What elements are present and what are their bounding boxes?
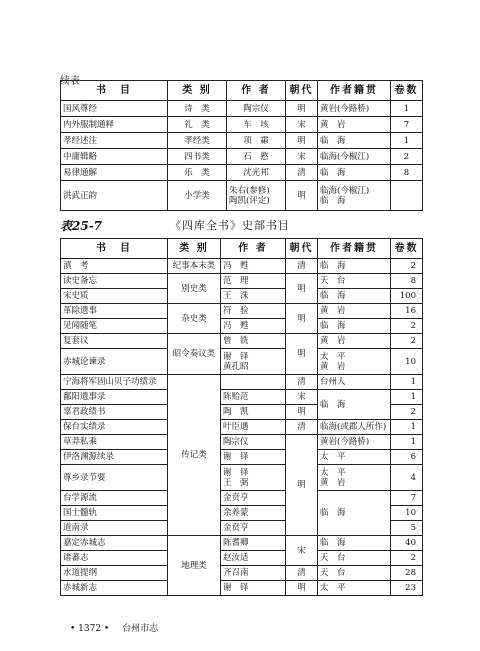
table-title	[60, 217, 422, 234]
page-footer	[70, 621, 168, 634]
cell-dynasty: 明	[286, 304, 318, 334]
cell-origin: 黄 岩	[318, 334, 391, 349]
cell-title: 嘉定赤城志	[61, 536, 168, 551]
cell-title: 革除遗事	[61, 304, 168, 319]
cell-volumes: 1	[391, 375, 423, 390]
cell-title: 国士髓轨	[61, 506, 168, 521]
cell-volumes: 2	[391, 259, 423, 274]
cell-volumes: 1	[391, 101, 423, 117]
header-title: 书 目	[61, 81, 168, 101]
cell-dynasty: 宋	[286, 390, 318, 405]
cell-volumes: 23	[391, 581, 423, 596]
cell-category: 昭令奏议类	[168, 334, 221, 375]
cell-author: 朱右(参修) 陶凯(评定)	[227, 181, 286, 211]
cell-volumes: 8	[391, 165, 423, 181]
cell-volumes: 40	[391, 536, 423, 551]
table-row	[61, 149, 423, 165]
table-row	[61, 101, 423, 117]
cell-category: 纪事本末类	[168, 259, 221, 274]
table-row	[61, 304, 423, 319]
cell-volumes: 2	[391, 319, 423, 334]
table-row	[61, 259, 423, 274]
header-author: 作 者	[227, 81, 286, 101]
continued-table	[60, 80, 423, 211]
cell-author: 谢 铎 王 弼	[221, 465, 286, 491]
table-row	[61, 551, 423, 566]
cell-title: 宁海将军固山贝子功绩录	[61, 375, 168, 390]
cell-author: 范 理	[221, 274, 286, 289]
cell-origin: 临 海	[318, 133, 391, 149]
cell-title: 道南录	[61, 521, 168, 536]
header-category: 类 别	[168, 81, 227, 101]
cell-author: 车 垓	[227, 117, 286, 133]
cell-volumes: 100	[391, 289, 423, 304]
cell-author: 金贲亨	[221, 521, 286, 536]
table-row	[61, 349, 423, 375]
cell-title: 保台实绩录	[61, 420, 168, 435]
cell-category: 别史类	[168, 274, 221, 304]
cell-author: 齐召南	[221, 566, 286, 581]
cell-origin: 临海(今椒江)	[318, 149, 391, 165]
cell-title: 鄱阳遗事录	[61, 390, 168, 405]
cell-category: 孝经类	[168, 133, 227, 149]
table-row	[61, 375, 423, 390]
table-row	[61, 319, 423, 334]
cell-dynasty: 明	[286, 274, 318, 304]
cell-origin: 临 海	[318, 165, 391, 181]
cell-title: 诸蕃志	[61, 551, 168, 566]
cell-dynasty: 清	[286, 375, 318, 390]
cell-author: 符 验	[221, 304, 286, 319]
cell-origin: 太 平 黄 岩	[318, 465, 391, 491]
cell-author: 曾 铣	[221, 334, 286, 349]
cell-origin: 天 台	[318, 551, 391, 566]
cell-dynasty: 明	[286, 581, 318, 596]
cell-title: 易律通解	[61, 165, 168, 181]
cell-title: 赤城论谏录	[61, 349, 168, 375]
cell-title: 滇 考	[61, 259, 168, 274]
cell-author	[221, 375, 286, 390]
table-row	[61, 274, 423, 289]
cell-author: 谢 铎	[221, 450, 286, 465]
cell-title: 国风尊经	[61, 101, 168, 117]
table-row	[61, 536, 423, 551]
cell-origin: 黄岩(今路桥)	[318, 435, 391, 450]
cell-title: 辜君政绩书	[61, 405, 168, 420]
cell-origin: 临 海	[318, 390, 391, 420]
table-row	[61, 566, 423, 581]
cell-volumes: 1	[391, 133, 423, 149]
cell-origin: 临 海	[318, 289, 391, 304]
page-number: • 1372 •	[70, 624, 110, 634]
cell-author: 陈耆卿	[221, 536, 286, 551]
cell-volumes: 8	[391, 274, 423, 289]
cell-origin: 天 台	[318, 274, 391, 289]
table-row	[61, 450, 423, 465]
cell-title: 赤城新志	[61, 581, 168, 596]
cell-origin: 黄 岩	[318, 304, 391, 319]
cell-author: 陶 凯	[221, 405, 286, 420]
header-dynasty: 朝代	[286, 81, 318, 101]
cell-title: 草莽私乘	[61, 435, 168, 450]
cell-title: 读史备忘	[61, 274, 168, 289]
table-row	[61, 581, 423, 596]
cell-volumes: 2	[391, 551, 423, 566]
table-row	[61, 133, 423, 149]
cell-origin: 台州人	[318, 375, 391, 390]
cell-volumes: 1	[391, 390, 423, 405]
table-header-row	[61, 239, 423, 259]
cell-origin: 天 台	[318, 566, 391, 581]
cell-volumes: 7	[391, 117, 423, 133]
cell-title: 伊洛渊源续录	[61, 450, 168, 465]
header-dynasty: 朝代	[286, 239, 318, 259]
cell-volumes: 2	[391, 149, 423, 165]
cell-title: 孝经述注	[61, 133, 168, 149]
cell-category: 地理类	[168, 536, 221, 596]
cell-origin: 太 平	[318, 581, 391, 596]
cell-author: 冯 甦	[221, 259, 286, 274]
cell-author: 冯 甦	[221, 319, 286, 334]
cell-dynasty: 明	[286, 435, 318, 536]
cell-volumes: 16	[391, 304, 423, 319]
cell-volumes: 10	[391, 506, 423, 521]
cell-author: 谢 铎 黄孔昭	[221, 349, 286, 375]
header-origin: 作者籍贯	[318, 81, 391, 101]
table-name: 《四库全书》史部书目	[170, 219, 290, 232]
cell-author: 余养蒙	[221, 506, 286, 521]
table-number: 表25-7	[60, 219, 103, 233]
table-row	[61, 435, 423, 450]
table-row	[61, 491, 423, 506]
table-header-row	[61, 81, 423, 101]
cell-dynasty: 清	[286, 259, 318, 274]
cell-volumes: 10	[391, 349, 423, 375]
cell-dynasty: 宋	[286, 536, 318, 566]
cell-category: 传记类	[168, 375, 221, 536]
cell-volumes: 2	[391, 334, 423, 349]
cell-author: 陈贻范	[221, 390, 286, 405]
cell-author: 王 洙	[221, 289, 286, 304]
header-volumes: 卷数	[391, 81, 423, 101]
header-title: 书 目	[61, 239, 168, 259]
cell-author: 陶宗仪	[227, 101, 286, 117]
cell-volumes: 5	[391, 521, 423, 536]
table-row	[61, 390, 423, 405]
cell-author: 项 霦	[227, 133, 286, 149]
cell-title: 宋史质	[61, 289, 168, 304]
cell-origin: 临 海	[318, 319, 391, 334]
header-volumes: 卷数	[391, 239, 423, 259]
cell-author: 沈光邦	[227, 165, 286, 181]
cell-title: 尊乡录节要	[61, 465, 168, 491]
cell-dynasty: 明	[286, 133, 318, 149]
table-row	[61, 181, 423, 211]
cell-dynasty: 清	[286, 165, 318, 181]
header-origin: 作者籍贯	[318, 239, 391, 259]
cell-volumes: 28	[391, 566, 423, 581]
cell-title: 复套议	[61, 334, 168, 349]
history-books-table	[60, 238, 423, 596]
cell-dynasty: 明	[286, 334, 318, 375]
table-row	[61, 334, 423, 349]
cell-category: 乐 类	[168, 165, 227, 181]
cell-category: 杂史类	[168, 304, 221, 334]
table-row	[61, 289, 423, 304]
cell-category: 四书类	[168, 149, 227, 165]
cell-title: 中庸辑略	[61, 149, 168, 165]
cell-dynasty: 清	[286, 566, 318, 581]
cell-dynasty: 宋	[286, 149, 318, 165]
table-row	[61, 165, 423, 181]
cell-origin: 临 海	[318, 536, 391, 551]
cell-volumes: 7	[391, 491, 423, 506]
cell-origin: 太 平 黄 岩	[318, 349, 391, 375]
continued-label: 续表	[60, 76, 80, 87]
cell-volumes: 2	[391, 405, 423, 420]
table-row	[61, 117, 423, 133]
cell-category: 诗 类	[168, 101, 227, 117]
table-row	[61, 420, 423, 435]
header-category: 类 别	[168, 239, 221, 259]
cell-volumes: 4	[391, 465, 423, 491]
cell-title: 水道提纲	[61, 566, 168, 581]
cell-origin: 临海(或郡人所作)	[318, 420, 391, 435]
cell-dynasty: 清	[286, 420, 318, 435]
cell-dynasty: 宋	[286, 117, 318, 133]
cell-author: 石 憝	[227, 149, 286, 165]
cell-title: 见闻随笔	[61, 319, 168, 334]
cell-origin: 太 平	[318, 450, 391, 465]
cell-origin: 临 海	[318, 491, 391, 536]
cell-author: 陶宗仪	[221, 435, 286, 450]
cell-dynasty: 明	[286, 101, 318, 117]
cell-volumes: 1	[391, 435, 423, 450]
cell-title: 洪武正韵	[61, 181, 168, 211]
cell-author: 谢 铎	[221, 581, 286, 596]
cell-title: 台学源流	[61, 491, 168, 506]
cell-author: 赵汝适	[221, 551, 286, 566]
cell-origin: 临海(今椒江) 临 海	[318, 181, 391, 211]
cell-category: 礼 类	[168, 117, 227, 133]
header-author: 作 者	[221, 239, 286, 259]
cell-origin: 黄岩(今路桥)	[318, 101, 391, 117]
cell-origin: 临 海	[318, 259, 391, 274]
cell-category: 小学类	[168, 181, 227, 211]
cell-origin: 黄 岩	[318, 117, 391, 133]
cell-volumes: 6	[391, 450, 423, 465]
cell-author: 金贲亨	[221, 491, 286, 506]
cell-author: 叶臣遇	[221, 420, 286, 435]
cell-volumes: 1	[391, 420, 423, 435]
table-row	[61, 465, 423, 491]
cell-dynasty: 明	[286, 405, 318, 420]
cell-dynasty: 明	[286, 181, 318, 211]
cell-volumes	[391, 181, 423, 211]
book-title: 台州市志	[122, 624, 159, 634]
cell-title: 内外服制通释	[61, 117, 168, 133]
